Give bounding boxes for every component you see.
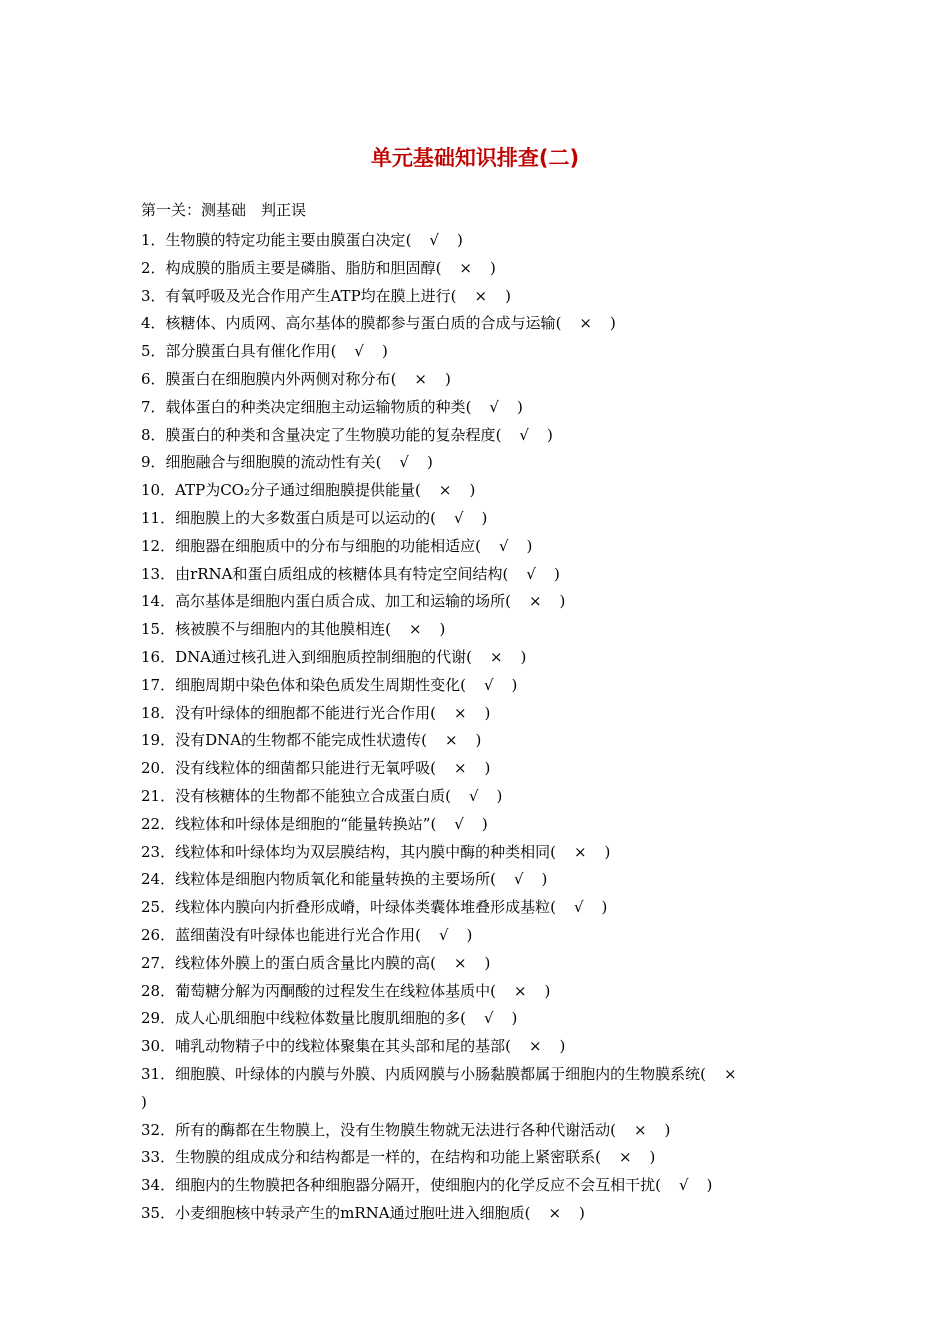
item-number: 19． bbox=[141, 731, 176, 750]
item-statement: 膜蛋白的种类和含量决定了生物膜功能的复杂程度 bbox=[165, 425, 496, 444]
item-statement: 细胞内的生物膜把各种细胞器分隔开，使细胞内的化学反应不会互相干扰 bbox=[175, 1176, 656, 1195]
item-statement: 核被膜不与细胞内的其他膜相连 bbox=[175, 620, 386, 639]
cross-mark-icon: × bbox=[453, 953, 467, 972]
cross-mark-icon: × bbox=[723, 1064, 737, 1083]
check-mark-icon: √ bbox=[513, 870, 524, 889]
list-item: 30．哺乳动物精子中的线粒体聚集在其头部和尾的基部( × ) bbox=[141, 1033, 821, 1061]
check-mark-icon: √ bbox=[454, 814, 464, 833]
list-item: 32．所有的酶都在生物膜上，没有生物膜生物就无法进行各种代谢活动( × ) bbox=[141, 1117, 821, 1145]
item-statement: 生物膜的特定功能主要由膜蛋白决定 bbox=[165, 231, 406, 249]
item-statement: 蓝细菌没有叶绿体也能进行光合作用 bbox=[175, 925, 416, 944]
list-item: 28．葡萄糖分解为丙酮酸的过程发生在线粒体基质中( × ) bbox=[141, 978, 821, 1006]
cross-mark-icon: × bbox=[528, 1037, 542, 1056]
item-statement: ATP为CO₂分子通过细胞膜提供能量 bbox=[175, 481, 415, 500]
item-number: 28． bbox=[141, 981, 176, 1000]
check-mark-icon: √ bbox=[483, 1009, 494, 1028]
check-mark-icon: √ bbox=[519, 425, 529, 444]
list-item: 1．生物膜的特定功能主要由膜蛋白决定( √ ) bbox=[141, 227, 821, 255]
item-number: 34． bbox=[141, 1176, 176, 1195]
item-number: 26． bbox=[141, 925, 176, 944]
check-mark-icon: √ bbox=[429, 231, 439, 249]
item-number: 22． bbox=[141, 814, 176, 833]
item-number: 35． bbox=[141, 1203, 176, 1222]
item-number: 30． bbox=[141, 1037, 176, 1056]
cross-mark-icon: × bbox=[548, 1203, 562, 1222]
list-item: 17．细胞周期中染色体和染色质发生周期性变化( √ ) bbox=[141, 672, 821, 700]
item-number: 13． bbox=[141, 564, 176, 583]
item-number: 33． bbox=[141, 1148, 176, 1167]
cross-mark-icon: × bbox=[408, 620, 422, 639]
item-number: 1． bbox=[141, 231, 166, 249]
list-item: 35．小麦细胞核中转录产生的mRNA通过胞吐进入细胞质( × ) bbox=[141, 1200, 821, 1228]
item-number: 4． bbox=[141, 314, 166, 333]
item-number: 18． bbox=[141, 703, 176, 722]
cross-mark-icon: × bbox=[474, 286, 488, 305]
list-item: 8．膜蛋白的种类和含量决定了生物膜功能的复杂程度( √ ) bbox=[141, 422, 821, 450]
item-statement: 线粒体和叶绿体均为双层膜结构，其内膜中酶的种类相同 bbox=[175, 842, 551, 861]
item-statement: 线粒体内膜向内折叠形成嵴，叶绿体类囊体堆叠形成基粒 bbox=[175, 898, 551, 917]
check-mark-icon: √ bbox=[483, 675, 494, 694]
item-number: 9． bbox=[141, 453, 166, 472]
item-statement: 细胞膜上的大多数蛋白质是可以运动的 bbox=[175, 508, 431, 527]
cross-mark-icon: × bbox=[453, 703, 467, 722]
check-mark-icon: √ bbox=[498, 536, 509, 555]
list-item: 26．蓝细菌没有叶绿体也能进行光合作用( √ ) bbox=[141, 922, 821, 950]
item-statement: 细胞融合与细胞膜的流动性有关 bbox=[165, 453, 376, 472]
item-number: 15． bbox=[141, 620, 176, 639]
item-statement: 没有线粒体的细菌都只能进行无氧呼吸 bbox=[175, 759, 431, 778]
cross-mark-icon: × bbox=[633, 1120, 647, 1139]
list-item: 9．细胞融合与细胞膜的流动性有关( √ ) bbox=[141, 449, 821, 477]
list-item: 27．线粒体外膜上的蛋白质含量比内膜的高( × ) bbox=[141, 950, 821, 978]
list-item: 4．核糖体、内质网、高尔基体的膜都参与蛋白质的合成与运输( × ) bbox=[141, 310, 821, 338]
item-number: 17． bbox=[141, 675, 176, 694]
check-mark-icon: √ bbox=[573, 898, 584, 917]
item-statement: 线粒体是细胞内物质氧化和能量转换的主要场所 bbox=[175, 870, 491, 889]
check-mark-icon: √ bbox=[468, 786, 479, 805]
item-statement: 小麦细胞核中转录产生的mRNA通过胞吐进入细胞质 bbox=[175, 1203, 525, 1222]
list-item: 23．线粒体和叶绿体均为双层膜结构，其内膜中酶的种类相同( × ) bbox=[141, 839, 821, 867]
check-mark-icon: √ bbox=[399, 453, 409, 472]
cross-mark-icon: × bbox=[444, 731, 458, 750]
item-statement: 成人心肌细胞中线粒体数量比腹肌细胞的多 bbox=[175, 1009, 461, 1028]
item-number: 24． bbox=[141, 870, 176, 889]
item-number: 6． bbox=[141, 369, 166, 388]
item-statement: 细胞膜、叶绿体的内膜与外膜、内质网膜与小肠黏膜都属于细胞内的生物膜系统 bbox=[175, 1064, 701, 1083]
list-item: 20．没有线粒体的细菌都只能进行无氧呼吸( × ) bbox=[141, 755, 821, 783]
item-statement: 线粒体和叶绿体是细胞的“能量转换站” bbox=[175, 814, 431, 833]
item-number: 16． bbox=[141, 647, 176, 666]
item-number: 27． bbox=[141, 953, 176, 972]
list-item: 22．线粒体和叶绿体是细胞的“能量转换站”( √ ) bbox=[141, 811, 821, 839]
list-item: 2．构成膜的脂质主要是磷脂、脂肪和胆固醇( × ) bbox=[141, 255, 821, 283]
check-mark-icon: √ bbox=[438, 925, 449, 944]
cross-mark-icon: × bbox=[579, 314, 592, 333]
list-item: 3．有氧呼吸及光合作用产生ATP均在膜上进行( × ) bbox=[141, 283, 821, 311]
list-item: 34．细胞内的生物膜把各种细胞器分隔开，使细胞内的化学反应不会互相干扰( √ ) bbox=[141, 1172, 821, 1200]
cross-mark-icon: × bbox=[573, 842, 587, 861]
list-item: 16．DNA通过核孔进入到细胞质控制细胞的代谢( × ) bbox=[141, 644, 821, 672]
item-number: 7． bbox=[141, 397, 166, 416]
cross-mark-icon: × bbox=[438, 481, 452, 500]
item-number: 20． bbox=[141, 759, 176, 778]
check-mark-icon: √ bbox=[526, 564, 536, 583]
list-item: 14．高尔基体是细胞内蛋白质合成、加工和运输的场所( × ) bbox=[141, 588, 821, 616]
cross-mark-icon: × bbox=[414, 369, 427, 388]
item-number: 31． bbox=[141, 1064, 176, 1083]
list-item: 10．ATP为CO₂分子通过细胞膜提供能量( × ) bbox=[141, 477, 821, 505]
list-item: 33．生物膜的组成成分和结构都是一样的，在结构和功能上紧密联系( × ) bbox=[141, 1144, 821, 1172]
item-number: 21． bbox=[141, 786, 176, 805]
item-number: 23． bbox=[141, 842, 176, 861]
item-statement: 哺乳动物精子中的线粒体聚集在其头部和尾的基部 bbox=[175, 1037, 506, 1056]
item-statement: 部分膜蛋白具有催化作用 bbox=[165, 342, 331, 361]
list-item: 11．细胞膜上的大多数蛋白质是可以运动的( √ ) bbox=[141, 505, 821, 533]
item-statement: DNA通过核孔进入到细胞质控制细胞的代谢 bbox=[175, 647, 467, 666]
item-statement: 生物膜的组成成分和结构都是一样的，在结构和功能上紧密联系 bbox=[175, 1148, 596, 1167]
list-item: 15．核被膜不与细胞内的其他膜相连( × ) bbox=[141, 616, 821, 644]
item-number: 10． bbox=[141, 481, 176, 500]
list-item: 7．载体蛋白的种类决定细胞主动运输物质的种类( √ ) bbox=[141, 394, 821, 422]
item-number: 3． bbox=[141, 286, 166, 305]
item-statement: 核糖体、内质网、高尔基体的膜都参与蛋白质的合成与运输 bbox=[165, 314, 556, 333]
item-statement: 所有的酶都在生物膜上，没有生物膜生物就无法进行各种代谢活动 bbox=[175, 1120, 611, 1139]
check-mark-icon: √ bbox=[453, 508, 464, 527]
item-statement: 没有DNA的生物都不能完成性状遗传 bbox=[175, 731, 422, 750]
item-number: 5． bbox=[141, 342, 166, 361]
item-statement: 葡萄糖分解为丙酮酸的过程发生在线粒体基质中 bbox=[175, 981, 491, 1000]
list-item: 31．细胞膜、叶绿体的内膜与外膜、内质网膜与小肠黏膜都属于细胞内的生物膜系统( × ) bbox=[141, 1061, 821, 1117]
list-item: 19．没有DNA的生物都不能完成性状遗传( × ) bbox=[141, 727, 821, 755]
cross-mark-icon: × bbox=[513, 981, 527, 1000]
list-item: 6．膜蛋白在细胞膜内外两侧对称分布( × ) bbox=[141, 366, 821, 394]
item-statement: 构成膜的脂质主要是磷脂、脂肪和胆固醇 bbox=[165, 258, 436, 277]
list-item: 12．细胞器在细胞质中的分布与细胞的功能相适应( √ ) bbox=[141, 533, 821, 561]
list-item: 25．线粒体内膜向内折叠形成嵴，叶绿体类囊体堆叠形成基粒( √ ) bbox=[141, 894, 821, 922]
item-number: 25． bbox=[141, 898, 176, 917]
cross-mark-icon: × bbox=[459, 258, 472, 277]
question-list bbox=[141, 227, 821, 1228]
item-statement: 高尔基体是细胞内蛋白质合成、加工和运输的场所 bbox=[175, 592, 506, 611]
check-mark-icon: √ bbox=[489, 397, 499, 416]
item-number: 11． bbox=[141, 508, 176, 527]
item-statement: 由rRNA和蛋白质组成的核糖体具有特定空间结构 bbox=[175, 564, 503, 583]
item-number: 8． bbox=[141, 425, 166, 444]
cross-mark-icon: × bbox=[453, 759, 467, 778]
list-item: 5．部分膜蛋白具有催化作用( √ ) bbox=[141, 338, 821, 366]
item-statement: 没有核糖体的生物都不能独立合成蛋白质 bbox=[175, 786, 446, 805]
item-statement: 没有叶绿体的细胞都不能进行光合作用 bbox=[175, 703, 431, 722]
item-statement: 线粒体外膜上的蛋白质含量比内膜的高 bbox=[175, 953, 431, 972]
check-mark-icon: √ bbox=[354, 342, 364, 361]
cross-mark-icon: × bbox=[618, 1148, 632, 1167]
item-statement: 载体蛋白的种类决定细胞主动运输物质的种类 bbox=[165, 397, 466, 416]
list-item: 29．成人心肌细胞中线粒体数量比腹肌细胞的多( √ ) bbox=[141, 1005, 821, 1033]
item-statement: 细胞周期中染色体和染色质发生周期性变化 bbox=[175, 675, 461, 694]
cross-mark-icon: × bbox=[528, 592, 542, 611]
item-statement: 有氧呼吸及光合作用产生ATP均在膜上进行 bbox=[165, 286, 451, 305]
item-statement: 细胞器在细胞质中的分布与细胞的功能相适应 bbox=[175, 536, 476, 555]
section-label: 第一关：测基础 判正误 bbox=[141, 201, 307, 219]
item-number: 29． bbox=[141, 1009, 176, 1028]
item-number: 12． bbox=[141, 536, 176, 555]
list-item: 24．线粒体是细胞内物质氧化和能量转换的主要场所( √ ) bbox=[141, 866, 821, 894]
page-title: 单元基础知识排查(二) bbox=[370, 146, 580, 170]
item-statement: 膜蛋白在细胞膜内外两侧对称分布 bbox=[165, 369, 391, 388]
item-number: 14． bbox=[141, 592, 176, 611]
cross-mark-icon: × bbox=[489, 647, 503, 666]
list-item: 21．没有核糖体的生物都不能独立合成蛋白质( √ ) bbox=[141, 783, 821, 811]
list-item: 13．由rRNA和蛋白质组成的核糖体具有特定空间结构( √ ) bbox=[141, 561, 821, 589]
list-item: 18．没有叶绿体的细胞都不能进行光合作用( × ) bbox=[141, 700, 821, 728]
item-number: 2． bbox=[141, 258, 166, 277]
check-mark-icon: √ bbox=[678, 1176, 689, 1195]
item-number: 32． bbox=[141, 1120, 176, 1139]
